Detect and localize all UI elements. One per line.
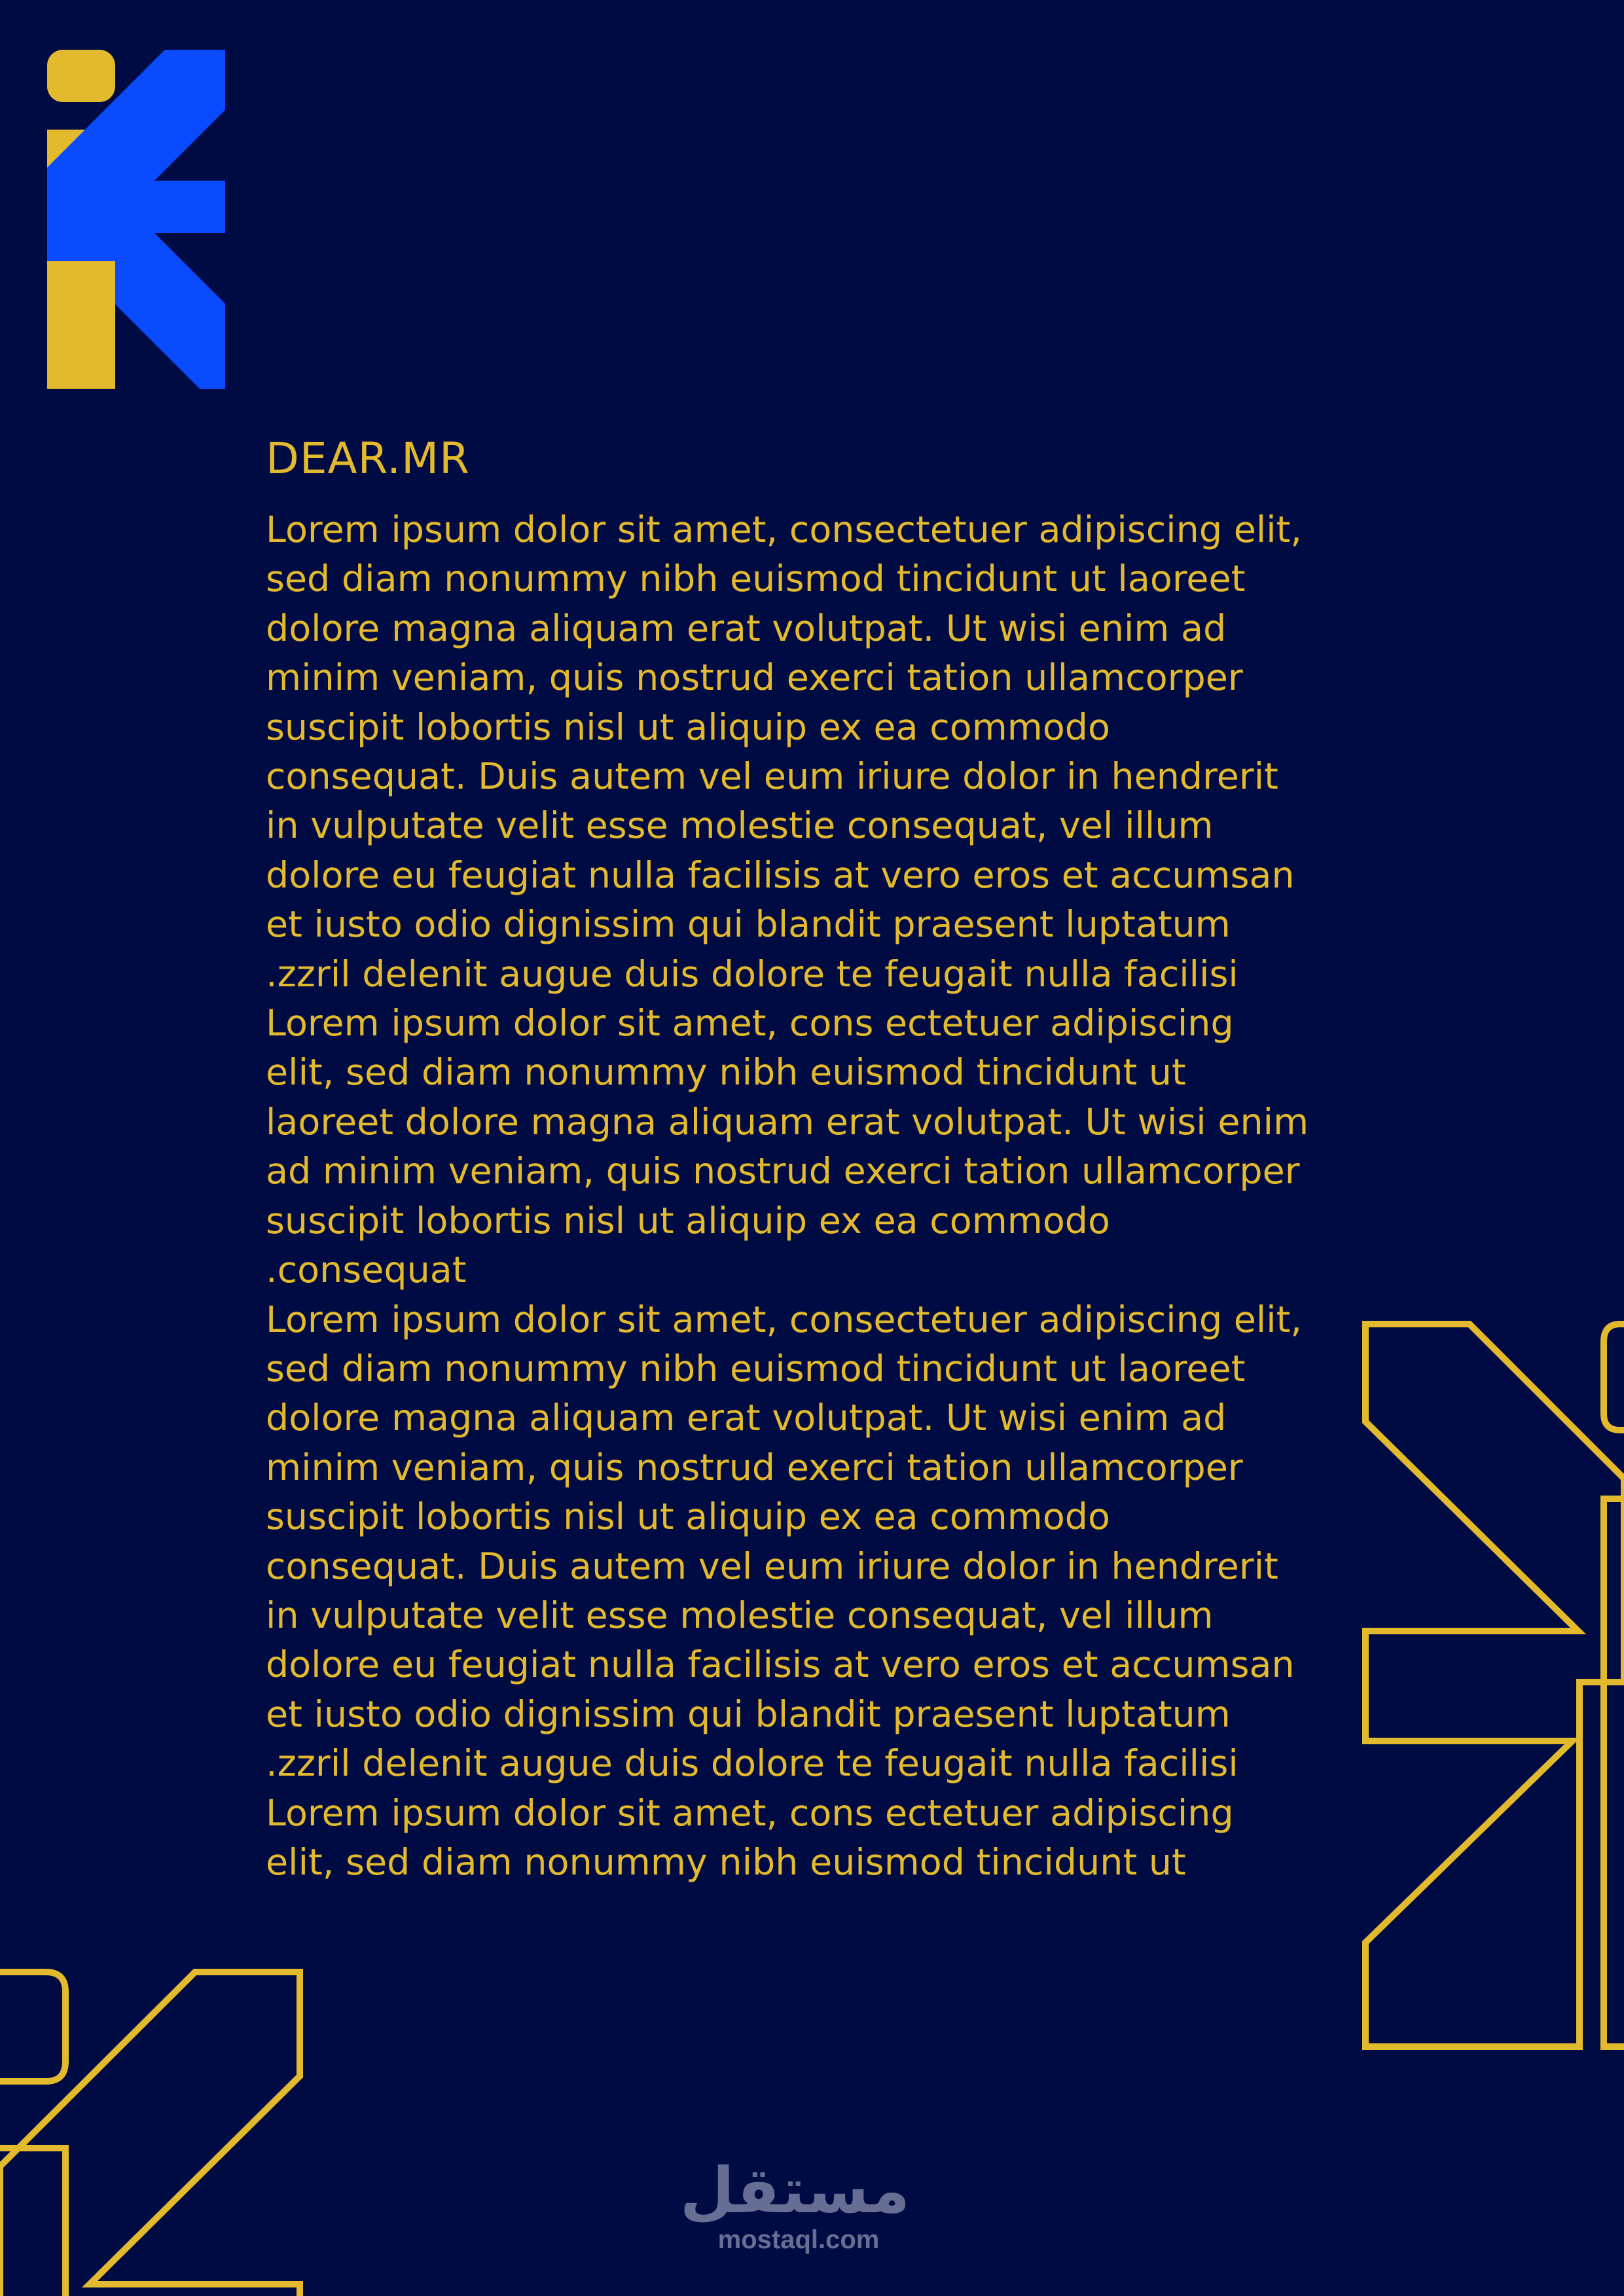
text-line: Lorem ipsum dolor sit amet, consectetuer adipiscing elit,: [266, 509, 1303, 551]
text-line: dolore magna aliquam erat volutpat. Ut wisi enim ad: [266, 1397, 1227, 1440]
text-line: Lorem ipsum dolor sit amet, cons ectetuer adipiscing: [266, 1002, 1234, 1045]
logo-dot: [47, 50, 115, 102]
text-line: et iusto odio dignissim qui blandit praesent luptatum: [266, 1693, 1231, 1736]
letter-body: [266, 431, 1313, 1887]
text-line: ad minim veniam, quis nostrud exerci tation ullamcorper: [266, 1150, 1300, 1193]
k-outline-decoration-bottom: [0, 1964, 308, 2296]
logo-stem-bottom: [47, 261, 115, 389]
k-outline-decoration-right: [1358, 1316, 1624, 2055]
text-line: .zzril delenit augue duis dolore te feugait nulla facilisi: [266, 952, 1238, 996]
text-line: minim veniam, quis nostrud exerci tation ullamcorper: [266, 1446, 1243, 1489]
text-line: consequat. Duis autem vel eum iriure dolor in hendrerit: [266, 1545, 1278, 1588]
text-line: suscipit lobortis nisl ut aliquip ex ea commodo: [266, 706, 1110, 749]
text-line: elit, sed diam nonummy nibh euismod tincidunt ut: [266, 1840, 1186, 1884]
text-line: in vulputate velit esse molestie consequat, vel illum: [266, 1594, 1214, 1637]
letter-paragraph: [266, 505, 1313, 1887]
text-line: consequat. Duis autem vel eum iriure dolor in hendrerit: [266, 755, 1278, 798]
salutation: DEAR.MR: [266, 433, 470, 484]
text-line: elit, sed diam nonummy nibh euismod tincidunt ut: [266, 1051, 1186, 1094]
text-line: laoreet dolore magna aliquam erat volutpat. Ut wisi enim: [266, 1100, 1309, 1143]
text-line: dolore magna aliquam erat volutpat. Ut wisi enim ad: [266, 607, 1227, 650]
text-line: .zzril delenit augue duis dolore te feugait nulla facilisi: [266, 1742, 1238, 1785]
text-line: Lorem ipsum dolor sit amet, cons ectetuer adipiscing: [266, 1791, 1234, 1835]
text-line: suscipit lobortis nisl ut aliquip ex ea commodo: [266, 1496, 1110, 1539]
text-line: suscipit lobortis nisl ut aliquip ex ea commodo: [266, 1199, 1110, 1242]
mostaql-watermark: [679, 2154, 910, 2255]
text-line: Lorem ipsum dolor sit amet, consectetuer adipiscing elit,: [266, 1298, 1303, 1341]
k-monogram-logo: [47, 50, 225, 389]
text-line: sed diam nonummy nibh euismod tincidunt ut laoreet: [266, 558, 1246, 601]
text-line: in vulputate velit esse molestie consequat, vel illum: [266, 804, 1214, 848]
watermark-arabic: مستقل: [679, 2154, 910, 2227]
text-line: et iusto odio dignissim qui blandit praesent luptatum: [266, 903, 1231, 946]
text-line: .consequat: [266, 1249, 467, 1292]
text-line: dolore eu feugiat nulla facilisis at vero eros et accumsan: [266, 853, 1295, 897]
text-line: minim veniam, quis nostrud exerci tation ullamcorper: [266, 656, 1243, 700]
watermark-latin: mostaql.com: [717, 2225, 880, 2254]
text-line: dolore eu feugiat nulla facilisis at vero eros et accumsan: [266, 1643, 1295, 1687]
text-line: sed diam nonummy nibh euismod tincidunt ut laoreet: [266, 1347, 1246, 1390]
